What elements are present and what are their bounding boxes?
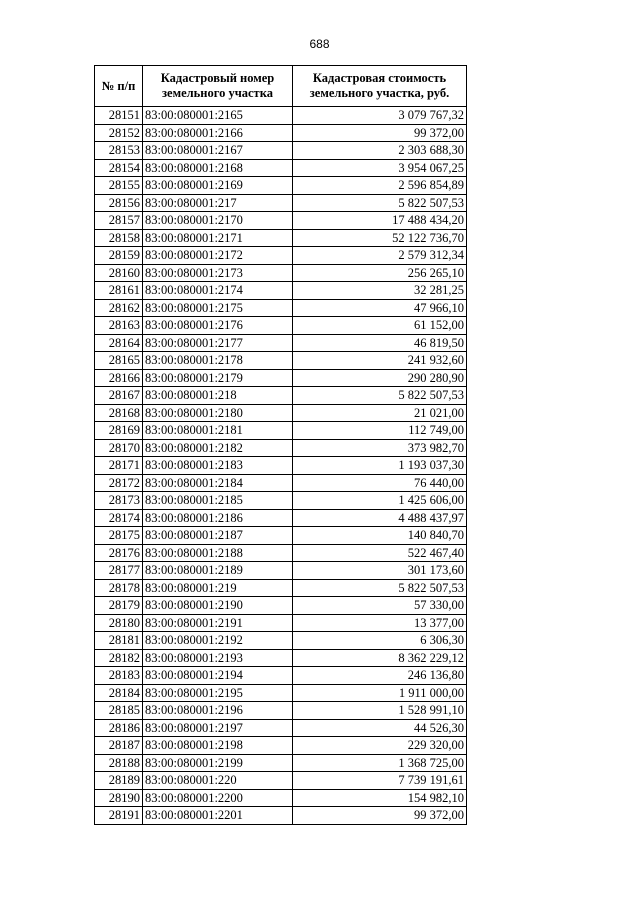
cadastral-value-cell: 52 122 736,70 xyxy=(293,229,467,247)
row-number-cell: 28180 xyxy=(95,614,143,632)
table-row xyxy=(95,789,467,807)
row-number-cell: 28172 xyxy=(95,474,143,492)
row-number-cell: 28157 xyxy=(95,212,143,230)
cadastral-value-cell: 256 265,10 xyxy=(293,264,467,282)
cadastral-value-cell: 246 136,80 xyxy=(293,667,467,685)
row-number-cell: 28189 xyxy=(95,772,143,790)
cadastral-number-cell: 83:00:080001:2181 xyxy=(143,422,293,440)
cadastral-value-cell: 46 819,50 xyxy=(293,334,467,352)
cadastral-value-cell: 99 372,00 xyxy=(293,124,467,142)
table-row xyxy=(95,562,467,580)
table-row xyxy=(95,369,467,387)
table-row xyxy=(95,544,467,562)
cadastral-value-cell: 3 954 067,25 xyxy=(293,159,467,177)
table-row xyxy=(95,807,467,825)
cadastral-value-cell: 140 840,70 xyxy=(293,527,467,545)
cadastral-value-cell: 522 467,40 xyxy=(293,544,467,562)
cadastral-number-cell: 83:00:080001:2177 xyxy=(143,334,293,352)
table-row xyxy=(95,754,467,772)
table-row xyxy=(95,299,467,317)
row-number-cell: 28186 xyxy=(95,719,143,737)
cadastral-value-cell: 32 281,25 xyxy=(293,282,467,300)
row-number-cell: 28173 xyxy=(95,492,143,510)
cadastral-number-cell: 83:00:080001:2178 xyxy=(143,352,293,370)
row-number-cell: 28162 xyxy=(95,299,143,317)
cadastral-number-cell: 83:00:080001:2186 xyxy=(143,509,293,527)
row-number-cell: 28181 xyxy=(95,632,143,650)
cadastral-value-cell: 57 330,00 xyxy=(293,597,467,615)
cadastral-value-cell: 373 982,70 xyxy=(293,439,467,457)
cadastral-number-cell: 83:00:080001:2182 xyxy=(143,439,293,457)
cadastral-number-cell: 83:00:080001:2196 xyxy=(143,702,293,720)
cadastral-value-cell: 4 488 437,97 xyxy=(293,509,467,527)
row-number-cell: 28161 xyxy=(95,282,143,300)
row-number-cell: 28158 xyxy=(95,229,143,247)
cadastral-number-cell: 83:00:080001:2170 xyxy=(143,212,293,230)
cadastral-number-cell: 83:00:080001:2192 xyxy=(143,632,293,650)
row-number-cell: 28170 xyxy=(95,439,143,457)
cadastral-number-cell: 83:00:080001:2199 xyxy=(143,754,293,772)
cadastral-value-cell: 44 526,30 xyxy=(293,719,467,737)
row-number-cell: 28155 xyxy=(95,177,143,195)
cadastral-number-cell: 83:00:080001:2172 xyxy=(143,247,293,265)
row-number-cell: 28152 xyxy=(95,124,143,142)
header-cadastral-number: Кадастровый номер земельного участка xyxy=(143,66,293,107)
table-row xyxy=(95,387,467,405)
row-number-cell: 28174 xyxy=(95,509,143,527)
cadastral-number-cell: 83:00:080001:219 xyxy=(143,579,293,597)
row-number-cell: 28160 xyxy=(95,264,143,282)
row-number-cell: 28177 xyxy=(95,562,143,580)
table-body xyxy=(95,107,467,825)
row-number-cell: 28151 xyxy=(95,107,143,125)
cadastral-number-cell: 83:00:080001:2180 xyxy=(143,404,293,422)
row-number-cell: 28171 xyxy=(95,457,143,475)
cadastral-number-cell: 83:00:080001:217 xyxy=(143,194,293,212)
cadastral-number-cell: 83:00:080001:2169 xyxy=(143,177,293,195)
row-number-cell: 28166 xyxy=(95,369,143,387)
table-row xyxy=(95,212,467,230)
cadastral-number-cell: 83:00:080001:2166 xyxy=(143,124,293,142)
cadastral-number-cell: 83:00:080001:220 xyxy=(143,772,293,790)
cadastral-value-cell: 47 966,10 xyxy=(293,299,467,317)
cadastral-number-cell: 83:00:080001:2197 xyxy=(143,719,293,737)
row-number-cell: 28167 xyxy=(95,387,143,405)
row-number-cell: 28159 xyxy=(95,247,143,265)
cadastral-number-cell: 83:00:080001:2194 xyxy=(143,667,293,685)
cadastral-value-cell: 290 280,90 xyxy=(293,369,467,387)
row-number-cell: 28153 xyxy=(95,142,143,160)
table-row xyxy=(95,632,467,650)
row-number-cell: 28165 xyxy=(95,352,143,370)
cadastral-value-cell: 1 528 991,10 xyxy=(293,702,467,720)
row-number-cell: 28176 xyxy=(95,544,143,562)
table-row xyxy=(95,474,467,492)
cadastral-value-cell: 6 306,30 xyxy=(293,632,467,650)
table-row xyxy=(95,194,467,212)
row-number-cell: 28169 xyxy=(95,422,143,440)
cadastral-number-cell: 83:00:080001:2183 xyxy=(143,457,293,475)
cadastral-value-cell: 301 173,60 xyxy=(293,562,467,580)
header-cadastral-value: Кадастровая стоимость земельного участка, руб. xyxy=(293,66,467,107)
cadastral-value-cell: 8 362 229,12 xyxy=(293,649,467,667)
table-row xyxy=(95,422,467,440)
cadastral-number-cell: 83:00:080001:2193 xyxy=(143,649,293,667)
table-row xyxy=(95,107,467,125)
table-row xyxy=(95,177,467,195)
cadastral-number-cell: 83:00:080001:2185 xyxy=(143,492,293,510)
cadastral-number-cell: 83:00:080001:2200 xyxy=(143,789,293,807)
row-number-cell: 28164 xyxy=(95,334,143,352)
table-row xyxy=(95,509,467,527)
row-number-cell: 28182 xyxy=(95,649,143,667)
cadastral-value-cell: 76 440,00 xyxy=(293,474,467,492)
cadastral-number-cell: 83:00:080001:2195 xyxy=(143,684,293,702)
table-row xyxy=(95,614,467,632)
table-row xyxy=(95,527,467,545)
table-row xyxy=(95,772,467,790)
cadastral-value-cell: 112 749,00 xyxy=(293,422,467,440)
row-number-cell: 28190 xyxy=(95,789,143,807)
row-number-cell: 28178 xyxy=(95,579,143,597)
cadastral-number-cell: 83:00:080001:2187 xyxy=(143,527,293,545)
cadastral-number-cell: 83:00:080001:2168 xyxy=(143,159,293,177)
cadastral-value-cell: 13 377,00 xyxy=(293,614,467,632)
cadastral-value-cell: 5 822 507,53 xyxy=(293,579,467,597)
cadastral-value-cell: 5 822 507,53 xyxy=(293,387,467,405)
cadastral-value-cell: 3 079 767,32 xyxy=(293,107,467,125)
cadastral-value-cell: 154 982,10 xyxy=(293,789,467,807)
cadastral-value-cell: 229 320,00 xyxy=(293,737,467,755)
cadastral-value-cell: 5 822 507,53 xyxy=(293,194,467,212)
row-number-cell: 28156 xyxy=(95,194,143,212)
cadastral-number-cell: 83:00:080001:2201 xyxy=(143,807,293,825)
cadastral-number-cell: 83:00:080001:2191 xyxy=(143,614,293,632)
header-row-number: № п/п xyxy=(95,66,143,107)
table-row xyxy=(95,597,467,615)
table-row xyxy=(95,404,467,422)
table-row xyxy=(95,142,467,160)
cadastral-value-cell: 7 739 191,61 xyxy=(293,772,467,790)
cadastral-number-cell: 83:00:080001:2176 xyxy=(143,317,293,335)
table-row xyxy=(95,264,467,282)
table-row xyxy=(95,352,467,370)
table-row xyxy=(95,719,467,737)
table-row xyxy=(95,702,467,720)
cadastral-value-cell: 2 303 688,30 xyxy=(293,142,467,160)
row-number-cell: 28185 xyxy=(95,702,143,720)
cadastral-value-cell: 17 488 434,20 xyxy=(293,212,467,230)
table-row xyxy=(95,159,467,177)
cadastral-number-cell: 83:00:080001:218 xyxy=(143,387,293,405)
header-row xyxy=(95,66,467,107)
cadastral-number-cell: 83:00:080001:2165 xyxy=(143,107,293,125)
cadastral-value-cell: 2 579 312,34 xyxy=(293,247,467,265)
row-number-cell: 28163 xyxy=(95,317,143,335)
row-number-cell: 28184 xyxy=(95,684,143,702)
table-row xyxy=(95,439,467,457)
table-row xyxy=(95,282,467,300)
cadastral-value-cell: 1 368 725,00 xyxy=(293,754,467,772)
cadastral-number-cell: 83:00:080001:2171 xyxy=(143,229,293,247)
table-row xyxy=(95,684,467,702)
row-number-cell: 28175 xyxy=(95,527,143,545)
table-row xyxy=(95,334,467,352)
cadastral-value-cell: 1 911 000,00 xyxy=(293,684,467,702)
table-row xyxy=(95,229,467,247)
cadastral-number-cell: 83:00:080001:2167 xyxy=(143,142,293,160)
row-number-cell: 28183 xyxy=(95,667,143,685)
cadastral-value-cell: 2 596 854,89 xyxy=(293,177,467,195)
table-row xyxy=(95,579,467,597)
page-number: 688 xyxy=(309,37,330,51)
table-row xyxy=(95,247,467,265)
cadastral-value-cell: 1 425 606,00 xyxy=(293,492,467,510)
row-number-cell: 28188 xyxy=(95,754,143,772)
cadastral-number-cell: 83:00:080001:2190 xyxy=(143,597,293,615)
cadastral-value-cell: 241 932,60 xyxy=(293,352,467,370)
table-row xyxy=(95,667,467,685)
table-row xyxy=(95,124,467,142)
table-header xyxy=(95,66,467,107)
cadastral-number-cell: 83:00:080001:2188 xyxy=(143,544,293,562)
cadastral-number-cell: 83:00:080001:2189 xyxy=(143,562,293,580)
cadastral-number-cell: 83:00:080001:2198 xyxy=(143,737,293,755)
row-number-cell: 28191 xyxy=(95,807,143,825)
table-row xyxy=(95,492,467,510)
cadastral-number-cell: 83:00:080001:2174 xyxy=(143,282,293,300)
cadastral-value-cell: 99 372,00 xyxy=(293,807,467,825)
table-row xyxy=(95,317,467,335)
cadastral-number-cell: 83:00:080001:2173 xyxy=(143,264,293,282)
table-row xyxy=(95,649,467,667)
cadastral-number-cell: 83:00:080001:2184 xyxy=(143,474,293,492)
cadastral-value-cell: 1 193 037,30 xyxy=(293,457,467,475)
table-row xyxy=(95,457,467,475)
cadastral-number-cell: 83:00:080001:2179 xyxy=(143,369,293,387)
cadastral-value-cell: 21 021,00 xyxy=(293,404,467,422)
cadastral-value-cell: 61 152,00 xyxy=(293,317,467,335)
cadastral-table xyxy=(94,65,467,825)
row-number-cell: 28168 xyxy=(95,404,143,422)
row-number-cell: 28187 xyxy=(95,737,143,755)
table-row xyxy=(95,737,467,755)
row-number-cell: 28154 xyxy=(95,159,143,177)
cadastral-number-cell: 83:00:080001:2175 xyxy=(143,299,293,317)
row-number-cell: 28179 xyxy=(95,597,143,615)
